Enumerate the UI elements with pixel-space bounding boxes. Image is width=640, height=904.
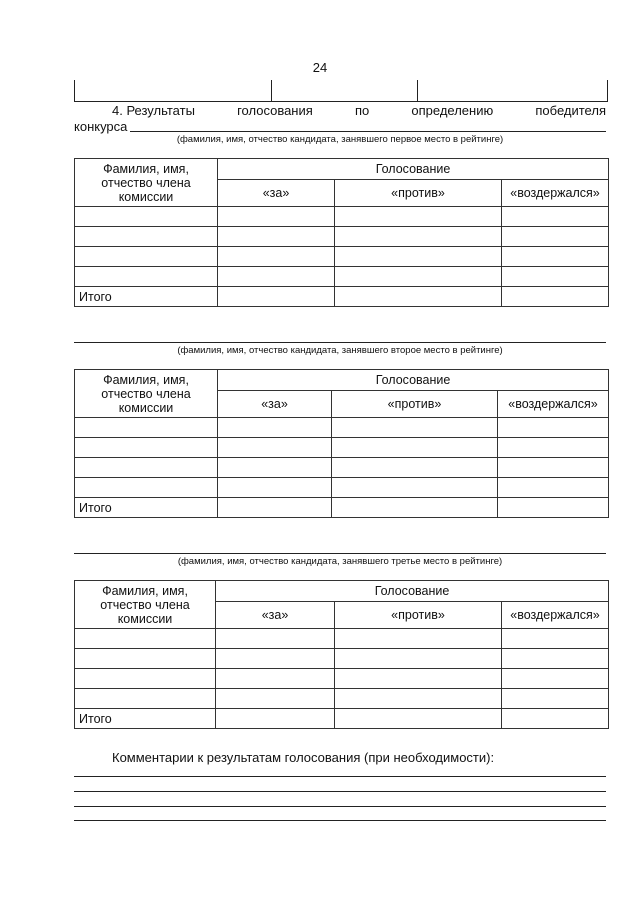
table-cell[interactable] bbox=[218, 418, 332, 438]
table-cell[interactable] bbox=[502, 207, 609, 227]
table-cell[interactable] bbox=[75, 669, 216, 689]
table-cell[interactable] bbox=[335, 649, 502, 669]
table-row bbox=[75, 227, 609, 247]
table-cell[interactable] bbox=[218, 287, 335, 307]
table-cell[interactable] bbox=[335, 629, 502, 649]
heading-word: определению bbox=[411, 103, 494, 118]
table-cell[interactable] bbox=[335, 669, 502, 689]
total-label: Итого bbox=[75, 709, 216, 729]
comment-line[interactable] bbox=[74, 820, 606, 821]
table-cell[interactable] bbox=[502, 629, 609, 649]
comment-line[interactable] bbox=[74, 791, 606, 792]
vote-table-2 bbox=[74, 369, 609, 518]
table-cell[interactable] bbox=[216, 709, 335, 729]
second-candidate-line[interactable] bbox=[74, 342, 606, 343]
table-row bbox=[75, 629, 609, 649]
table-cell[interactable] bbox=[218, 458, 332, 478]
table-cell[interactable] bbox=[502, 267, 609, 287]
table-cell[interactable] bbox=[75, 689, 216, 709]
table-row bbox=[75, 478, 609, 498]
table-cell[interactable] bbox=[502, 709, 609, 729]
table-cell[interactable] bbox=[498, 418, 609, 438]
section-heading bbox=[74, 103, 606, 119]
table-cell[interactable] bbox=[332, 478, 498, 498]
candidate-caption-2: (фамилия, имя, отчество кандидата, занявшего второе место в рейтинге) bbox=[177, 345, 503, 356]
against-header: «против» bbox=[332, 391, 498, 418]
table-cell[interactable] bbox=[335, 267, 502, 287]
table-cell[interactable] bbox=[216, 689, 335, 709]
table-cell[interactable] bbox=[502, 287, 609, 307]
table-cell[interactable] bbox=[502, 227, 609, 247]
table-cell[interactable] bbox=[335, 709, 502, 729]
total-label: Итого bbox=[75, 287, 218, 307]
table-cell[interactable] bbox=[498, 438, 609, 458]
table-row bbox=[75, 438, 609, 458]
table-row bbox=[75, 649, 609, 669]
table-cell[interactable] bbox=[218, 207, 335, 227]
table-cell[interactable] bbox=[218, 478, 332, 498]
against-header: «против» bbox=[335, 602, 502, 629]
table-cell[interactable] bbox=[332, 498, 498, 518]
candidate-caption-1: (фамилия, имя, отчество кандидата, занявшего первое место в рейтинге) bbox=[176, 134, 504, 145]
table-row bbox=[75, 418, 609, 438]
voting-header: Голосование bbox=[216, 581, 609, 602]
vote-table-3 bbox=[74, 580, 609, 729]
heading-word: 4. Результаты bbox=[112, 103, 195, 118]
table-cell[interactable] bbox=[498, 458, 609, 478]
table-row bbox=[75, 669, 609, 689]
total-label: Итого bbox=[75, 498, 218, 518]
table-cell[interactable] bbox=[75, 629, 216, 649]
heading-word: голосования bbox=[237, 103, 313, 118]
table-row bbox=[75, 247, 609, 267]
winner-name-line[interactable] bbox=[130, 131, 606, 132]
comments-label: Комментарии к результатам голосования (при необходимости): bbox=[112, 750, 495, 765]
table-cell[interactable] bbox=[335, 247, 502, 267]
table-divider bbox=[417, 80, 418, 101]
table-cell[interactable] bbox=[216, 669, 335, 689]
table-cell[interactable] bbox=[75, 649, 216, 669]
table-row bbox=[75, 207, 609, 227]
previous-table-continuation bbox=[74, 80, 608, 102]
table-cell[interactable] bbox=[216, 649, 335, 669]
member-name-header: Фамилия, имя, отчество члена комиссии bbox=[75, 159, 218, 207]
table-cell[interactable] bbox=[502, 669, 609, 689]
total-row bbox=[75, 287, 609, 307]
voting-header: Голосование bbox=[218, 370, 609, 391]
page-number: 24 bbox=[312, 60, 328, 75]
abstain-header: «воздержался» bbox=[498, 391, 609, 418]
for-header: «за» bbox=[218, 391, 332, 418]
against-header: «против» bbox=[335, 180, 502, 207]
for-header: «за» bbox=[216, 602, 335, 629]
member-name-header: Фамилия, имя, отчество члена комиссии bbox=[75, 581, 216, 629]
table-cell[interactable] bbox=[75, 458, 218, 478]
table-cell[interactable] bbox=[218, 498, 332, 518]
for-header: «за» bbox=[218, 180, 335, 207]
table-cell[interactable] bbox=[335, 207, 502, 227]
table-cell[interactable] bbox=[75, 267, 218, 287]
table-cell[interactable] bbox=[502, 247, 609, 267]
table-cell[interactable] bbox=[335, 689, 502, 709]
table-cell[interactable] bbox=[216, 629, 335, 649]
table-cell[interactable] bbox=[332, 438, 498, 458]
table-row bbox=[75, 458, 609, 478]
abstain-header: «воздержался» bbox=[502, 180, 609, 207]
table-cell[interactable] bbox=[75, 418, 218, 438]
table-cell[interactable] bbox=[218, 247, 335, 267]
table-cell[interactable] bbox=[218, 227, 335, 247]
table-row bbox=[75, 267, 609, 287]
total-row bbox=[75, 498, 609, 518]
table-cell[interactable] bbox=[335, 287, 502, 307]
abstain-header: «воздержался» bbox=[502, 602, 609, 629]
table-cell[interactable] bbox=[218, 438, 332, 458]
table-cell[interactable] bbox=[498, 498, 609, 518]
vote-table-1 bbox=[74, 158, 609, 307]
table-cell[interactable] bbox=[502, 649, 609, 669]
voting-header: Голосование bbox=[218, 159, 609, 180]
heading-word: победителя bbox=[535, 103, 606, 118]
candidate-caption-3: (фамилия, имя, отчество кандидата, занявшего третье место в рейтинге) bbox=[177, 556, 503, 567]
table-cell[interactable] bbox=[75, 478, 218, 498]
table-cell[interactable] bbox=[502, 689, 609, 709]
table-cell[interactable] bbox=[75, 207, 218, 227]
table-divider bbox=[271, 80, 272, 101]
table-cell[interactable] bbox=[498, 478, 609, 498]
table-row bbox=[75, 689, 609, 709]
comment-line[interactable] bbox=[74, 776, 606, 777]
heading-tail: конкурса bbox=[74, 119, 128, 134]
table-cell[interactable] bbox=[75, 227, 218, 247]
table-cell[interactable] bbox=[75, 438, 218, 458]
member-name-header: Фамилия, имя, отчество члена комиссии bbox=[75, 370, 218, 418]
third-candidate-line[interactable] bbox=[74, 553, 606, 554]
table-cell[interactable] bbox=[75, 247, 218, 267]
table-cell[interactable] bbox=[335, 227, 502, 247]
comment-line[interactable] bbox=[74, 806, 606, 807]
total-row bbox=[75, 709, 609, 729]
table-cell[interactable] bbox=[218, 267, 335, 287]
heading-word: по bbox=[354, 103, 370, 118]
table-cell[interactable] bbox=[332, 418, 498, 438]
table-cell[interactable] bbox=[332, 458, 498, 478]
